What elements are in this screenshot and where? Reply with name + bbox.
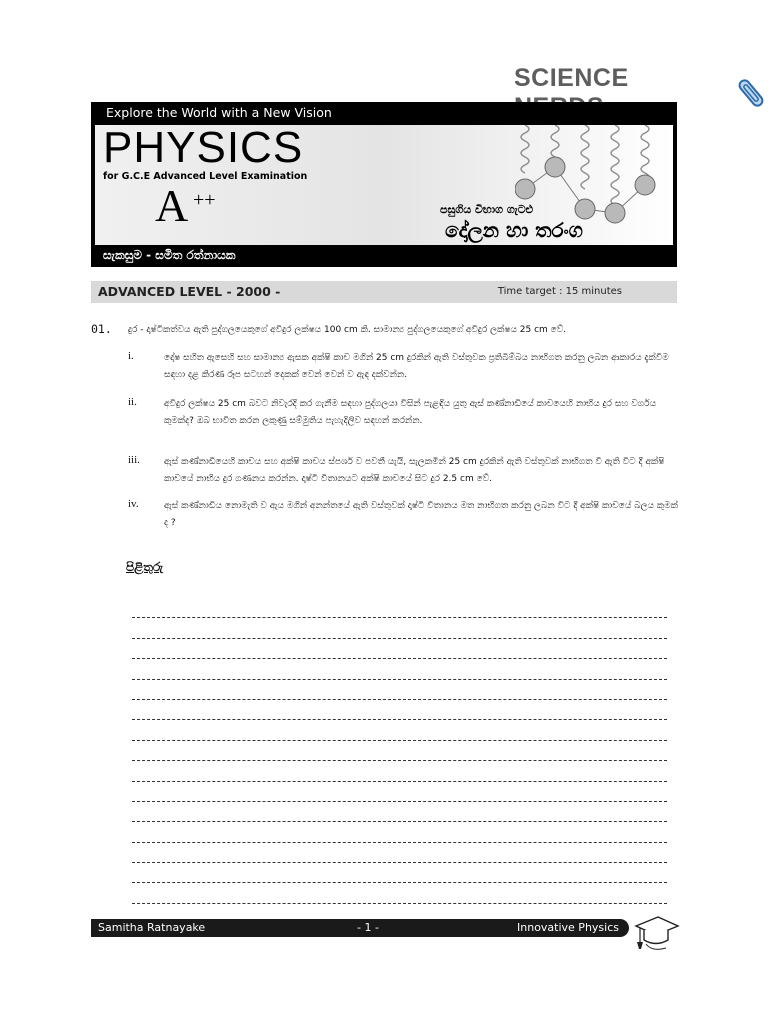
part-text: දෝෂ සහිත ඇසෙහි සහ සාමාන්‍ය ඇසක අක්ෂි කාච මගින් 25 cm දුරකින් ඇති වස්තුවක ප්‍රතිබිම්බය නාභිගත කරනු ලබන ආකාරය දැක්වීම සඳහා දළ කිරණ රූප සටහන් දෙකක් වෙන් වෙන් ව ඇඳ දක්වන්න. bbox=[164, 353, 669, 380]
banner-tagline: Explore the World with a New Vision bbox=[106, 105, 332, 120]
answer-line[interactable] bbox=[132, 680, 667, 700]
banner-grade-sup: ++ bbox=[193, 189, 216, 211]
part-label: iii. bbox=[128, 454, 140, 466]
answer-line[interactable] bbox=[132, 843, 667, 863]
time-target: Time target : 15 minutes bbox=[497, 286, 622, 297]
level-bar bbox=[91, 281, 677, 303]
banner-author: සැකසුම - සමිත රත්නායක bbox=[103, 248, 236, 262]
brand-name: SCIENCE bbox=[514, 64, 629, 92]
answer-line[interactable] bbox=[132, 863, 667, 883]
part-label: ii. bbox=[128, 396, 137, 408]
banner-title: PHYSICS bbox=[103, 125, 304, 172]
answer-line[interactable] bbox=[132, 598, 667, 618]
exam-year-title: ADVANCED LEVEL - 2000 - bbox=[98, 284, 281, 299]
banner-grade: A bbox=[155, 180, 189, 231]
answer-line[interactable] bbox=[132, 659, 667, 679]
page-number: - 1 - bbox=[357, 921, 379, 934]
banner-section-label: පසුගිය විභාග ගැටළු bbox=[440, 203, 534, 216]
page-footer bbox=[91, 919, 629, 937]
banner-panel bbox=[95, 125, 673, 245]
answer-line[interactable] bbox=[132, 618, 667, 638]
answer-line[interactable] bbox=[132, 720, 667, 740]
answer-line[interactable] bbox=[132, 802, 667, 822]
banner-subtitle: for G.C.E Advanced Level Examination bbox=[103, 171, 308, 182]
graduation-cap-icon bbox=[632, 912, 680, 954]
question-number: 01. bbox=[91, 322, 112, 336]
answer-line[interactable] bbox=[132, 883, 667, 903]
answer-line[interactable] bbox=[132, 782, 667, 802]
part-label: i. bbox=[128, 350, 134, 362]
part-text: ඇස් කණ්නාඩිය නොමැති ව ඇය මගින් අනන්තයේ ඇති වස්තුවක් දෘෂ්ටි විතානය මත නාභිගත කරනු ලබන විට දී අක්ෂි කාචයේ බලය කුමක් ද ? bbox=[164, 501, 678, 528]
answer-line[interactable] bbox=[132, 639, 667, 659]
part-text: අවිදුර ලක්ෂය 25 cm බවට නිවැරදි කර ගැනීම සඳහා පුද්ගලයා විසින් පැළඳිය යුතු ඇස් කණ්නාඩියේ කාචයෙහි නාභිය දුර සහ වර්ගය කුමක්ද? ඔබ භාවිත කරන ලකුණු සම්මුතිය පැහැදිලිව සඳහන් කරන්න. bbox=[164, 399, 657, 426]
question-intro: දුර - දෘෂ්ටිකත්වය ඇති පුද්ගලයෙකුගේ අවිදුර ලක්ෂය 100 cm කි. සාමාන්‍ය පුද්ගලයෙකුගේ අවිදුර ලක්ෂය 25 cm වේ. bbox=[128, 325, 567, 335]
footer-series: Innovative Physics bbox=[517, 921, 619, 934]
banner-topic: දෝලන හා තරංග bbox=[445, 218, 583, 242]
footer-author: Samitha Ratnayake bbox=[98, 921, 206, 934]
title-banner bbox=[91, 102, 677, 267]
answer-line[interactable] bbox=[132, 741, 667, 761]
part-label: iv. bbox=[128, 498, 139, 510]
answer-line[interactable] bbox=[132, 761, 667, 781]
answer-lines[interactable] bbox=[132, 598, 667, 904]
part-text: ඇස් කණ්නාඩියෙහි කාචය සහ අක්ෂි කාචය ස්පර්ශ ව පවතී යැයි, සැලකමින් 25 cm දුරකින් ඇති වස්තුවක් නාභිගත වී ඇති විට දී අක්ෂි කාචයේ නාභිය දුර ගණනය කරන්න. දෘෂ්ටි විතානයට අක්ෂි කාචයේ සිට දුර 2.5 cm වේ. bbox=[164, 457, 665, 484]
answer-line[interactable] bbox=[132, 700, 667, 720]
answer-label: පිළිතුරු bbox=[126, 560, 164, 574]
paperclip-icon bbox=[734, 76, 768, 110]
answer-line[interactable] bbox=[132, 822, 667, 842]
